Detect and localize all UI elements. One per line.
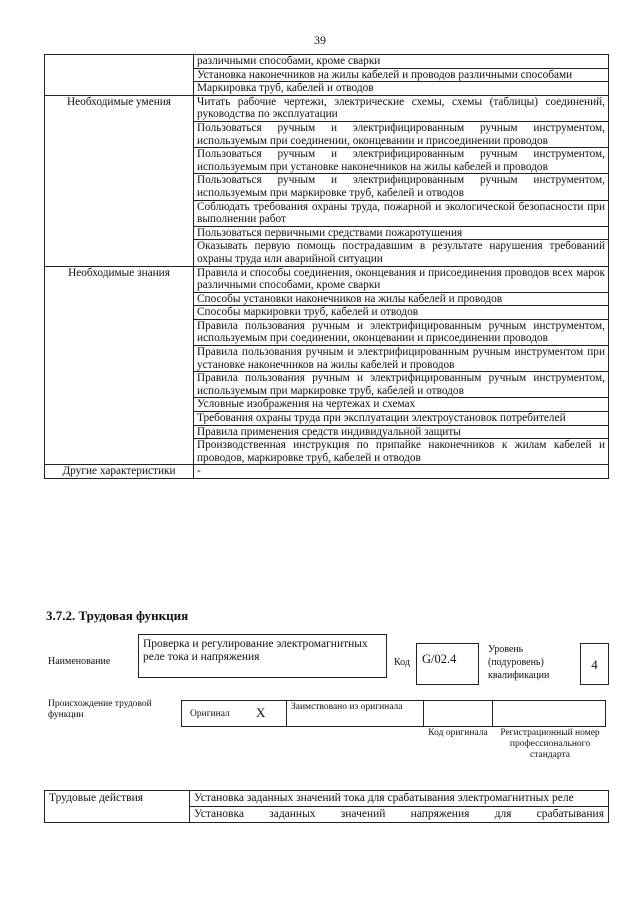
original-label: Оригинал: [190, 709, 230, 719]
table-row: [45, 55, 609, 69]
description-cell: Установка наконечников на жилы кабелей и проводов различными способами: [194, 68, 609, 82]
category-cell: Другие характеристики: [45, 465, 194, 479]
original-cell: [182, 701, 287, 726]
origin-label: Происхождение трудовой функции: [48, 699, 152, 720]
category-cell: Необходимые знания: [45, 266, 194, 465]
description-cell: Правила пользования ручным и электрифицированным ручным инструментом, используемым при маркировке труб, кабелей и отводов: [194, 372, 609, 398]
original-mark: X: [256, 705, 266, 720]
description-cell: различными способами, кроме сварки: [194, 55, 609, 69]
description-cell: Правила и способы соединения, оконцевания и присоединения проводов всех марок различными способами, кроме сварки: [194, 266, 609, 292]
actions-table: [44, 790, 609, 823]
reg-number-cell: [493, 701, 605, 726]
description-cell: Условные изображения на чертежах и схемах: [194, 398, 609, 412]
description-cell: Способы маркировки труб, кабелей и отводов: [194, 306, 609, 320]
description-cell: Оказывать первую помощь пострадавшим в результате нарушения требований охраны труда или аварийной ситуации: [194, 240, 609, 266]
table-row: [45, 465, 609, 479]
level-box: 4: [580, 643, 609, 685]
description-cell: Пользоваться ручным и электрифицированным ручным инструментом, используемым при соединении, оконцевании и присоединении проводов: [194, 121, 609, 147]
level-label: Уровень (подуровень) квалификации: [488, 644, 550, 681]
borrowed-cell: [287, 701, 424, 726]
category-cell: [45, 55, 194, 96]
description-cell: Правила пользования ручным и электрифицированным ручным инструментом при установке наконечников на жилы кабелей и проводов: [194, 346, 609, 372]
description-cell: Производственная инструкция по припайке наконечников к жилам кабелей и проводов, маркировке труб, кабелей и отводов: [194, 439, 609, 465]
description-cell: Читать рабочие чертежи, электрические схемы, схемы (таблицы) соединений, руководства по эксплуатации: [194, 95, 609, 121]
description-cell: Способы установки наконечников на жилы кабелей и проводов: [194, 292, 609, 306]
description-cell: Пользоваться ручным и электрифицированным ручным инструментом, используемым при маркировке труб, кабелей и отводов: [194, 174, 609, 200]
table-row: [45, 266, 609, 292]
table-row: [45, 95, 609, 121]
description-cell: -: [194, 465, 609, 479]
table-row: [45, 791, 609, 807]
description-cell: Правила пользования ручным и электрифицированным ручным инструментом, используемым при соединении, оконцевании и присоединении проводов: [194, 319, 609, 345]
description-cell: Маркировка труб, кабелей и отводов: [194, 82, 609, 96]
function-name-box: Проверка и регулирование электромагнитных реле тока и напряжения: [138, 634, 387, 678]
description-cell: Требования охраны труда при эксплуатации электроустановок потребителей: [194, 412, 609, 426]
borrowed-label: Заимствовано из оригинала: [291, 702, 403, 712]
name-label: Наименование: [48, 656, 111, 667]
code-original-label: Код оригинала: [428, 728, 488, 738]
code-label: Код: [394, 657, 410, 668]
description-cell: Соблюдать требования охраны труда, пожарной и экологической безопасности при выполнении работ: [194, 200, 609, 226]
category-cell: Необходимые умения: [45, 95, 194, 266]
code-box: G/02.4: [416, 643, 479, 685]
reg-number-label: Регистрационный номер профессионального стандарта: [500, 728, 600, 760]
action-item: Установка заданных значений напряжения для срабатывания: [190, 807, 609, 823]
page-number: 39: [314, 33, 326, 47]
description-cell: Пользоваться первичными средствами пожаротушения: [194, 226, 609, 240]
origin-row: [181, 700, 606, 727]
actions-label: Трудовые действия: [45, 791, 190, 823]
section-heading: 3.7.2. Трудовая функция: [46, 608, 189, 623]
code-original-cell: [424, 701, 493, 726]
competency-table: [44, 54, 609, 479]
description-cell: Пользоваться ручным и электрифицированным ручным инструментом, используемым при установке наконечников на жилы кабелей и проводов: [194, 148, 609, 174]
action-item: Установка заданных значений тока для срабатывания электромагнитных реле: [190, 791, 609, 807]
description-cell: Правила применения средств индивидуальной защиты: [194, 425, 609, 439]
